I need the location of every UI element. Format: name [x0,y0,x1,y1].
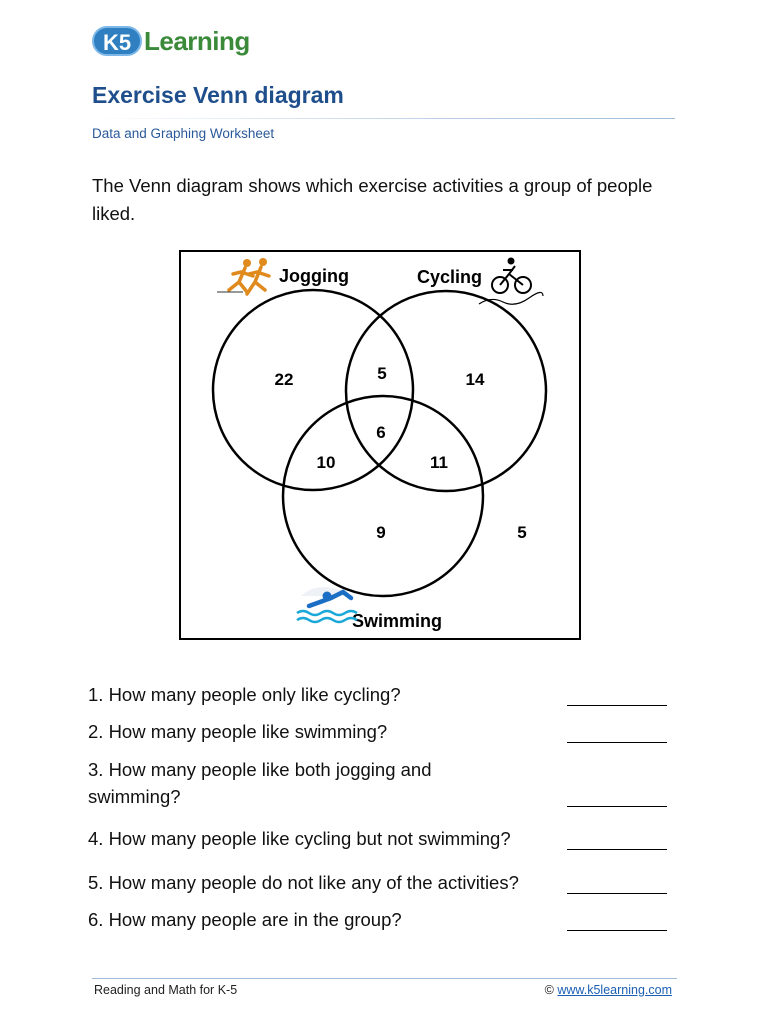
answer-blank-5[interactable] [567,893,667,894]
region-jogging-cycling: 5 [377,364,387,383]
cyclist-icon [479,258,543,305]
region-jogging-only: 22 [274,370,294,389]
region-none: 5 [517,523,527,542]
question-3: 3. How many people like both jogging and swimming? [88,759,432,807]
copyright-symbol: © [544,983,554,997]
k5-website-link[interactable]: www.k5learning.com [557,983,672,997]
header-divider [92,118,675,119]
page-subtitle: Data and Graphing Worksheet [92,126,275,141]
answer-blank-1[interactable] [567,705,667,706]
region-cycling-swimming: 11 [430,453,448,472]
question-1: 1. How many people only like cycling? [88,684,401,705]
answer-blank-3[interactable] [567,806,667,807]
venn-diagram-frame [179,250,581,640]
footer-copyright [545,983,672,997]
swimmer-icon [297,587,357,622]
logo-wordmark: Learning [144,26,250,56]
region-all-three: 6 [376,423,386,442]
answer-blank-4[interactable] [567,849,667,850]
question-2: 2. How many people like swimming? [88,721,388,742]
k5-learning-logo [92,20,262,62]
intro-text: The Venn diagram shows which exercise activities a group of people liked. [92,175,653,224]
region-jogging-swimming: 10 [316,453,336,472]
jogging-circle [213,290,413,490]
footer-divider [92,978,677,979]
answer-blank-6[interactable] [567,930,667,931]
question-6: 6. How many people are in the group? [88,909,402,930]
cycling-label: Cycling [417,267,483,287]
logo-badge: K5 [92,26,142,56]
region-swimming-only: 9 [376,523,386,542]
swimming-label: Swimming [352,611,443,631]
venn-diagram [181,252,578,637]
page-title: Exercise Venn diagram [92,82,344,108]
runner-icon [217,258,269,294]
jogging-label: Jogging [279,266,349,286]
answer-blank-2[interactable] [567,742,667,743]
footer-tagline: Reading and Math for K-5 [94,983,238,997]
question-4: 4. How many people like cycling but not swimming? [88,828,511,849]
question-5: 5. How many people do not like any of the activities? [88,872,519,893]
region-cycling-only: 14 [465,370,485,389]
